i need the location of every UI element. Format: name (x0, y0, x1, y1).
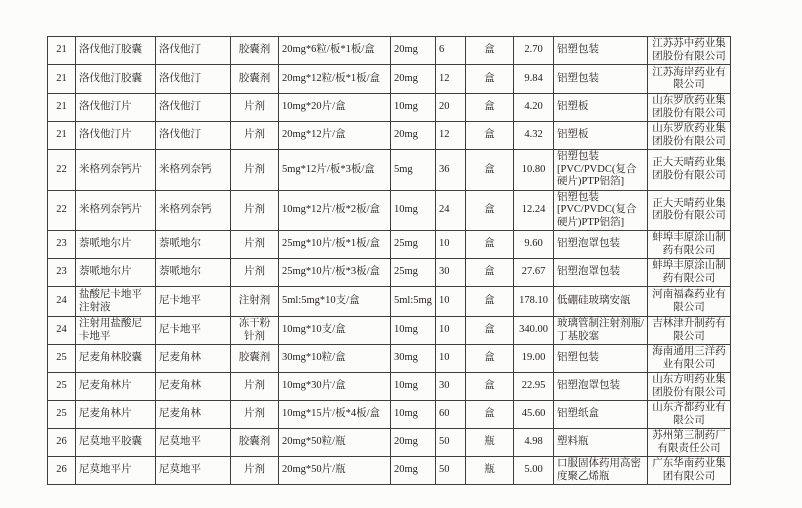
cell-generic-name: 尼卡地平 (156, 287, 231, 317)
table-row (48, 259, 731, 287)
cell-price: 340.00 (514, 317, 554, 345)
cell-price: 45.60 (514, 401, 554, 429)
cell-package-material: 铝塑泡罩包装 (554, 259, 648, 287)
cell-generic-name: 尼卡地平 (156, 317, 231, 345)
cell-quantity: 50 (436, 429, 466, 457)
cell-pack-spec: 30mg*10粒/盒 (279, 345, 391, 373)
cell-price: 19.00 (514, 345, 554, 373)
cell-serial: 25 (48, 373, 76, 401)
cell-serial: 25 (48, 345, 76, 373)
cell-product-name: 萘哌地尔片 (76, 231, 156, 259)
cell-product-name: 尼麦角林胶囊 (76, 345, 156, 373)
cell-price: 9.60 (514, 231, 554, 259)
cell-dosage-form: 胶囊剂 (231, 37, 279, 65)
cell-strength: 10mg (391, 190, 436, 231)
cell-serial: 26 (48, 457, 76, 485)
cell-quantity: 36 (436, 150, 466, 191)
cell-generic-name: 洛伐他汀 (156, 37, 231, 65)
cell-serial: 24 (48, 317, 76, 345)
cell-serial: 23 (48, 259, 76, 287)
cell-price: 4.20 (514, 94, 554, 122)
cell-product-name: 洛伐他汀胶囊 (76, 37, 156, 65)
cell-pack-spec: 20mg*50粒/瓶 (279, 429, 391, 457)
table-row (48, 94, 731, 122)
cell-strength: 10mg (391, 94, 436, 122)
cell-package-material: 铝塑包装[PVC/PVDC(复合硬片)PTP铝箔] (554, 190, 648, 231)
cell-manufacturer: 河南福森药业有限公司 (648, 287, 731, 317)
cell-unit: 盒 (466, 122, 514, 150)
cell-pack-spec: 10mg*12片/板*2板/盒 (279, 190, 391, 231)
cell-product-name: 尼莫地平片 (76, 457, 156, 485)
cell-quantity: 60 (436, 401, 466, 429)
cell-unit: 盒 (466, 345, 514, 373)
table-row (48, 150, 731, 191)
cell-manufacturer: 广东华南药业集团有限公司 (648, 457, 731, 485)
cell-manufacturer: 山东罗欣药业集团股份有限公司 (648, 94, 731, 122)
cell-dosage-form: 片剂 (231, 401, 279, 429)
table-row (48, 317, 731, 345)
cell-manufacturer: 蚌埠丰原涂山制药有限公司 (648, 231, 731, 259)
cell-quantity: 30 (436, 259, 466, 287)
cell-pack-spec: 20mg*12片/盒 (279, 122, 391, 150)
cell-pack-spec: 20mg*12粒/板*1板/盒 (279, 65, 391, 94)
cell-pack-spec: 10mg*10支/盒 (279, 317, 391, 345)
cell-package-material: 铝塑包装 (554, 37, 648, 65)
cell-quantity: 6 (436, 37, 466, 65)
cell-serial: 24 (48, 287, 76, 317)
cell-generic-name: 尼莫地平 (156, 457, 231, 485)
cell-unit: 盒 (466, 37, 514, 65)
cell-unit: 瓶 (466, 429, 514, 457)
cell-generic-name: 米格列奈钙 (156, 190, 231, 231)
table-row (48, 457, 731, 485)
cell-unit: 盒 (466, 231, 514, 259)
table-row (48, 345, 731, 373)
cell-unit: 瓶 (466, 457, 514, 485)
cell-generic-name: 尼莫地平 (156, 429, 231, 457)
cell-generic-name: 洛伐他汀 (156, 94, 231, 122)
cell-strength: 10mg (391, 373, 436, 401)
table-row (48, 190, 731, 231)
cell-generic-name: 米格列奈钙 (156, 150, 231, 191)
cell-quantity: 30 (436, 373, 466, 401)
cell-serial: 26 (48, 429, 76, 457)
cell-strength: 10mg (391, 401, 436, 429)
cell-strength: 30mg (391, 345, 436, 373)
cell-strength: 20mg (391, 457, 436, 485)
cell-strength: 20mg (391, 429, 436, 457)
cell-product-name: 洛伐他汀片 (76, 122, 156, 150)
table-row (48, 122, 731, 150)
cell-product-name: 盐酸尼卡地平注射液 (76, 287, 156, 317)
cell-unit: 盒 (466, 94, 514, 122)
cell-dosage-form: 片剂 (231, 457, 279, 485)
cell-price: 4.98 (514, 429, 554, 457)
cell-unit: 盒 (466, 259, 514, 287)
cell-package-material: 塑料瓶 (554, 429, 648, 457)
cell-dosage-form: 片剂 (231, 259, 279, 287)
cell-pack-spec: 5ml:5mg*10支/盒 (279, 287, 391, 317)
cell-package-material: 铝塑板 (554, 94, 648, 122)
cell-package-material: 口服固体药用高密度聚乙烯瓶 (554, 457, 648, 485)
cell-strength: 25mg (391, 259, 436, 287)
cell-price: 4.32 (514, 122, 554, 150)
cell-price: 27.67 (514, 259, 554, 287)
cell-serial: 21 (48, 37, 76, 65)
cell-generic-name: 萘哌地尔 (156, 259, 231, 287)
cell-product-name: 洛伐他汀胶囊 (76, 65, 156, 94)
cell-pack-spec: 20mg*6粒/板*1板/盒 (279, 37, 391, 65)
cell-dosage-form: 冻干粉针剂 (231, 317, 279, 345)
cell-manufacturer: 江苏苏中药业集团股份有限公司 (648, 37, 731, 65)
cell-package-material: 低硼硅玻璃安瓿 (554, 287, 648, 317)
cell-strength: 5mg (391, 150, 436, 191)
cell-serial: 25 (48, 401, 76, 429)
cell-generic-name: 洛伐他汀 (156, 65, 231, 94)
cell-dosage-form: 片剂 (231, 190, 279, 231)
cell-dosage-form: 胶囊剂 (231, 429, 279, 457)
cell-dosage-form: 片剂 (231, 94, 279, 122)
cell-quantity: 12 (436, 122, 466, 150)
cell-pack-spec: 25mg*10片/板*3板/盒 (279, 259, 391, 287)
cell-manufacturer: 山东齐都药业有限公司 (648, 401, 731, 429)
cell-dosage-form: 片剂 (231, 231, 279, 259)
cell-manufacturer: 江苏海岸药业有限公司 (648, 65, 731, 94)
cell-package-material: 铝塑包装 (554, 65, 648, 94)
cell-product-name: 尼麦角林片 (76, 401, 156, 429)
cell-product-name: 尼莫地平胶囊 (76, 429, 156, 457)
table-row (48, 65, 731, 94)
cell-unit: 盒 (466, 317, 514, 345)
table-row (48, 231, 731, 259)
cell-product-name: 注射用盐酸尼卡地平 (76, 317, 156, 345)
cell-quantity: 12 (436, 65, 466, 94)
cell-dosage-form: 片剂 (231, 122, 279, 150)
cell-price: 5.00 (514, 457, 554, 485)
cell-quantity: 10 (436, 345, 466, 373)
cell-manufacturer: 吉林津升制药有限公司 (648, 317, 731, 345)
cell-unit: 盒 (466, 373, 514, 401)
cell-serial: 22 (48, 150, 76, 191)
cell-strength: 20mg (391, 65, 436, 94)
cell-strength: 20mg (391, 37, 436, 65)
cell-unit: 盒 (466, 287, 514, 317)
cell-quantity: 10 (436, 287, 466, 317)
table-row (48, 37, 731, 65)
cell-dosage-form: 片剂 (231, 373, 279, 401)
cell-manufacturer: 正大天晴药业集团股份有限公司 (648, 150, 731, 191)
cell-unit: 盒 (466, 190, 514, 231)
cell-strength: 20mg (391, 122, 436, 150)
cell-dosage-form: 胶囊剂 (231, 345, 279, 373)
cell-serial: 21 (48, 122, 76, 150)
cell-product-name: 米格列奈钙片 (76, 150, 156, 191)
cell-product-name: 洛伐他汀片 (76, 94, 156, 122)
cell-package-material: 铝塑包装[PVC/PVDC(复合硬片)PTP铝箔] (554, 150, 648, 191)
table-row (48, 287, 731, 317)
cell-package-material: 玻璃管制注射剂瓶/丁基胶塞 (554, 317, 648, 345)
cell-manufacturer: 苏州第三制药厂有限责任公司 (648, 429, 731, 457)
cell-product-name: 萘哌地尔片 (76, 259, 156, 287)
cell-unit: 盒 (466, 401, 514, 429)
cell-quantity: 24 (436, 190, 466, 231)
cell-product-name: 米格列奈钙片 (76, 190, 156, 231)
cell-quantity: 50 (436, 457, 466, 485)
cell-price: 12.24 (514, 190, 554, 231)
table-row (48, 401, 731, 429)
cell-serial: 21 (48, 65, 76, 94)
cell-quantity: 20 (436, 94, 466, 122)
table-row (48, 373, 731, 401)
cell-generic-name: 尼麦角林 (156, 373, 231, 401)
cell-pack-spec: 20mg*50片/瓶 (279, 457, 391, 485)
cell-generic-name: 洛伐他汀 (156, 122, 231, 150)
cell-manufacturer: 海南通用三洋药业有限公司 (648, 345, 731, 373)
cell-package-material: 铝塑纸盒 (554, 401, 648, 429)
cell-serial: 22 (48, 190, 76, 231)
cell-package-material: 铝塑泡罩包装 (554, 231, 648, 259)
cell-pack-spec: 5mg*12片/板*3板/盒 (279, 150, 391, 191)
cell-generic-name: 尼麦角林 (156, 345, 231, 373)
cell-generic-name: 尼麦角林 (156, 401, 231, 429)
cell-unit: 盒 (466, 65, 514, 94)
cell-package-material: 铝塑包装 (554, 345, 648, 373)
cell-pack-spec: 25mg*10片/板*1板/盒 (279, 231, 391, 259)
cell-strength: 10mg (391, 317, 436, 345)
drug-price-table (47, 36, 731, 485)
cell-strength: 25mg (391, 231, 436, 259)
table-row (48, 429, 731, 457)
cell-manufacturer: 山东罗欣药业集团股份有限公司 (648, 122, 731, 150)
cell-price: 2.70 (514, 37, 554, 65)
cell-manufacturer: 山东方明药业集团股份有限公司 (648, 373, 731, 401)
cell-strength: 5ml:5mg (391, 287, 436, 317)
cell-manufacturer: 蚌埠丰原涂山制药有限公司 (648, 259, 731, 287)
cell-dosage-form: 胶囊剂 (231, 65, 279, 94)
cell-pack-spec: 10mg*30片/盒 (279, 373, 391, 401)
cell-quantity: 10 (436, 317, 466, 345)
cell-package-material: 铝塑泡罩包装 (554, 373, 648, 401)
cell-pack-spec: 10mg*15片/板*4板/盒 (279, 401, 391, 429)
cell-price: 10.80 (514, 150, 554, 191)
cell-quantity: 10 (436, 231, 466, 259)
cell-unit: 盒 (466, 150, 514, 191)
cell-product-name: 尼麦角林片 (76, 373, 156, 401)
cell-price: 9.84 (514, 65, 554, 94)
cell-price: 178.10 (514, 287, 554, 317)
cell-pack-spec: 10mg*20片/盒 (279, 94, 391, 122)
cell-manufacturer: 正大天晴药业集团股份有限公司 (648, 190, 731, 231)
cell-serial: 23 (48, 231, 76, 259)
cell-price: 22.95 (514, 373, 554, 401)
cell-generic-name: 萘哌地尔 (156, 231, 231, 259)
cell-dosage-form: 注射剂 (231, 287, 279, 317)
table-body (48, 37, 731, 485)
cell-serial: 21 (48, 94, 76, 122)
cell-dosage-form: 片剂 (231, 150, 279, 191)
cell-package-material: 铝塑板 (554, 122, 648, 150)
